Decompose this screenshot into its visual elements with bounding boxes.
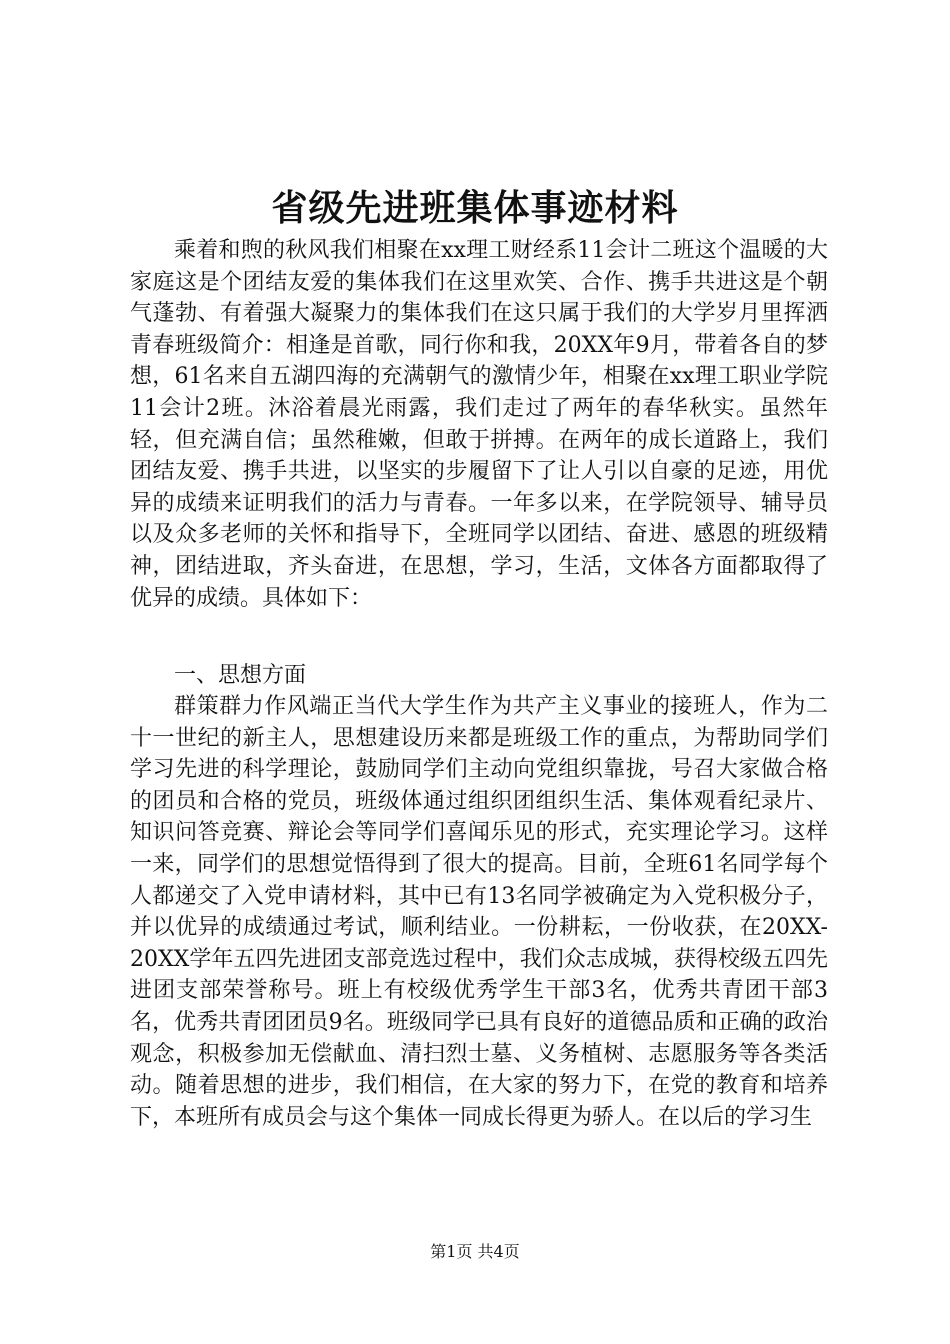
- page-number-footer: 第1页 共4页: [430, 1242, 520, 1261]
- intro-paragraph: 乘着和煦的秋风我们相聚在xx理工财经系11会计二班这个温暖的大家庭这是个团结友爱的集体我们在这里欢笑、合作、携手共进这是个朝气蓬勃、有着强大凝聚力的集体我们在这只属于我们的大学岁月里挥洒青春班级简介：相逢是首歌，同行你和我，20XX年9月，带着各自的梦想，61名来自五湖四海的充满朝气的激情少年，相聚在xx理工职业学院11会计2班。沐浴着晨光雨露，我们走过了两年的春华秋实。虽然年轻，但充满自信；虽然稚嫩，但敢于拼搏。在两年的成长道路上，我们团结友爱、携手共进，以坚实的步履留下了让人引以自豪的足迹，用优异的成绩来证明我们的活力与青春。一年多以来，在学院领导、辅导员以及众多老师的关怀和指导下，全班同学以团结、奋进、感恩的班级精神，团结进取，齐头奋进，在思想，学习，生活，文体各方面都取得了优异的成绩。具体如下：: [130, 238, 828, 611]
- body-paragraph: 群策群力作风端正当代大学生作为共产主义事业的接班人，作为二十一世纪的新主人，思想建设历来都是班级工作的重点，为帮助同学们学习先进的科学理论，鼓励同学们主动向党组织靠拢，号召大家做合格的团员和合格的党员，班级体通过组织团组织生活、集体观看纪录片、知识问答竞赛、辩论会等同学们喜闻乐见的形式，充实理论学习。这样一来，同学们的思想觉悟得到了很大的提高。目前，全班61名同学每个人都递交了入党申请材料，其中已有13名同学被确定为入党积极分子，并以优异的成绩通过考试，顺利结业。一份耕耘，一份收获，在20XX-20XX学年五四先进团支部竞选过程中，我们众志成城，获得校级五四先进团支部荣誉称号。班上有校级优秀学生干部3名，优秀共青团干部3名，优秀共青团团员9名。班级同学已具有良好的道德品质和正确的政治观念，积极参加无偿献血、清扫烈士墓、义务植树、志愿服务等各类活动。随着思想的进步，我们相信，在大家的努力下，在党的教育和培养下，本班所有成员会与这个集体一同成长得更为骄人。在以后的学习生: [130, 694, 828, 1130]
- page-title: 省级先进班集体事迹材料: [271, 188, 679, 229]
- section-heading: 一、思想方面: [174, 663, 307, 688]
